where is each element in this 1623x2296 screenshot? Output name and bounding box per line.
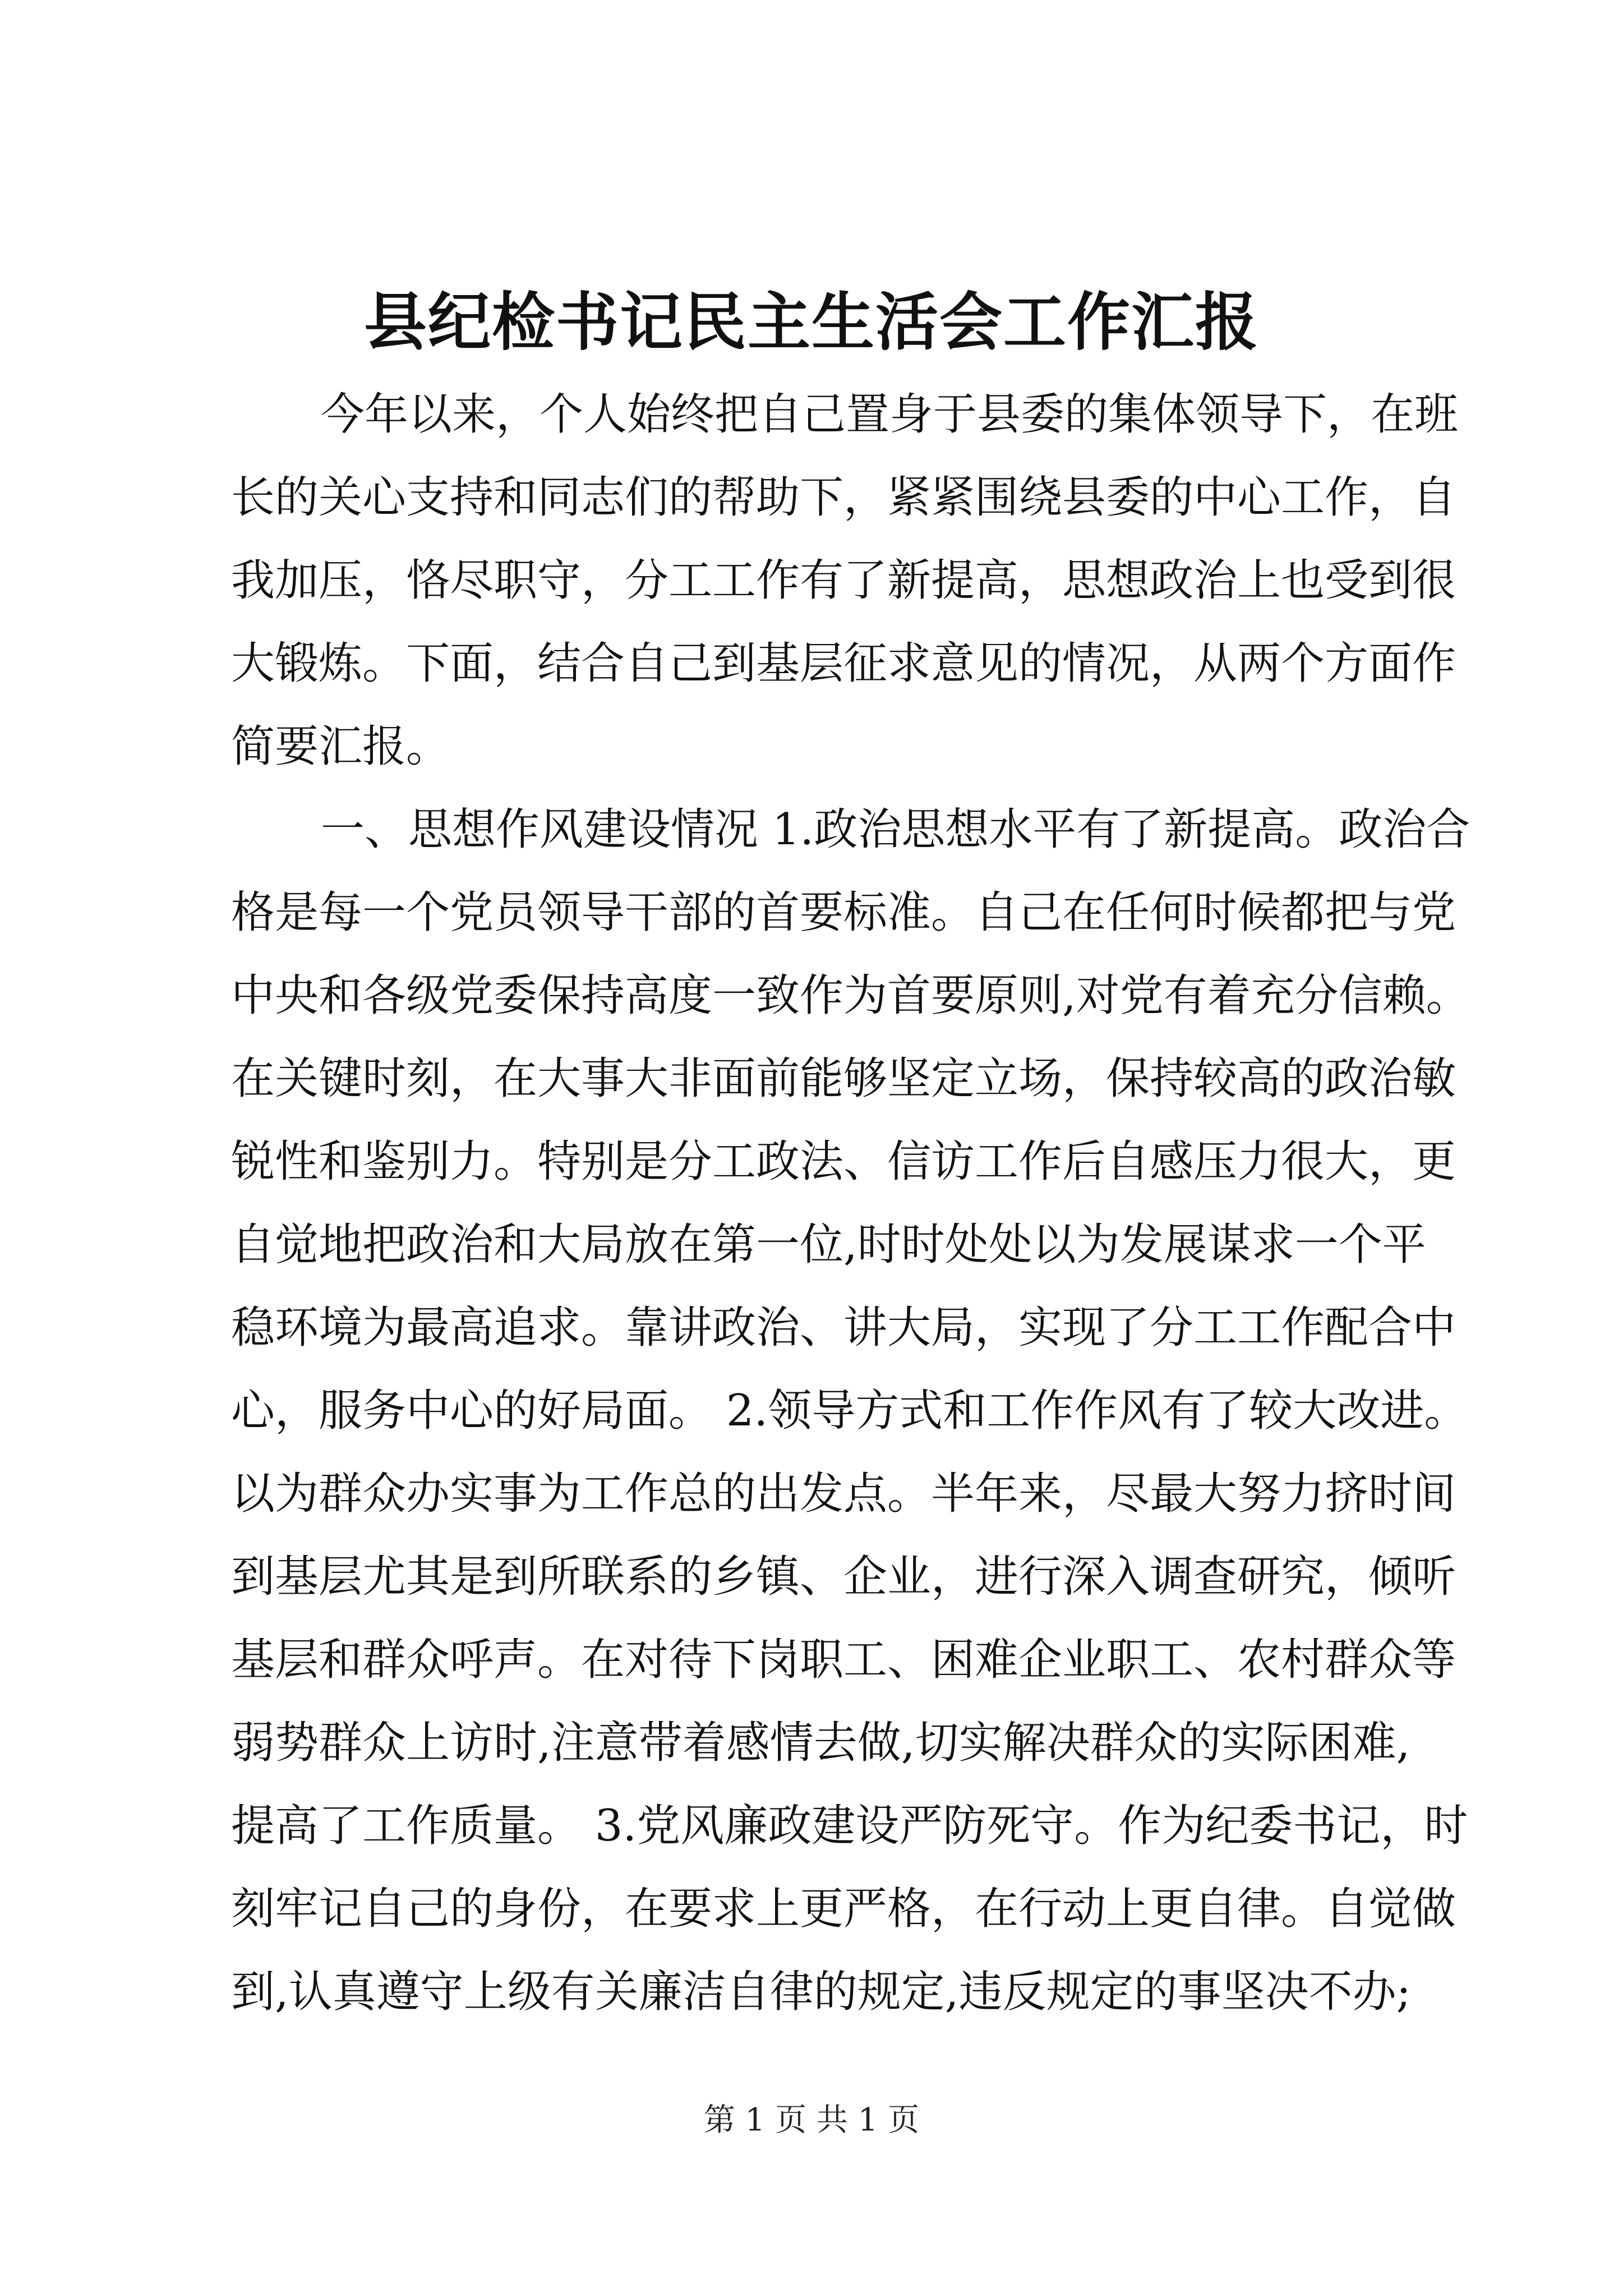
- paragraph-line: 弱势群众上访时,注意带着感情去做,切实解决群众的实际困难,: [231, 1718, 1410, 1768]
- paragraph-line: 长的关心支持和同志们的帮助下，紧紧围绕县委的中心工作，自: [231, 472, 1456, 523]
- paragraph-line: 我加压，恪尽职守，分工工作有了新提高，思想政治上也受到很: [231, 555, 1456, 606]
- paragraph-line: 格是每一个党员领导干部的首要标准。自己在任何时候都把与党: [231, 887, 1456, 938]
- paragraph-line: 稳环境为最高追求。靠讲政治、讲大局，实现了分工工作配合中: [231, 1303, 1456, 1353]
- document-title: 县纪检书记民主生活会工作汇报: [364, 286, 1259, 359]
- paragraph-line: 大锻炼。下面，结合自己到基层征求意见的情况，从两个方面作: [231, 638, 1456, 689]
- paragraph-line: 自觉地把政治和大局放在第一位,时时处处以为发展谋求一个平: [231, 1220, 1426, 1270]
- paragraph-line: 心，服务中心的好局面。 2.领导方式和工作作风有了较大改进。: [231, 1386, 1468, 1436]
- document-body: [231, 373, 1470, 2033]
- body-paragraph: [231, 373, 1459, 788]
- body-paragraph: [231, 788, 1470, 2033]
- paragraph-line: 今年以来，个人始终把自己置身于县委的集体领导下，在班: [321, 389, 1459, 440]
- page-footer: 第 1 页 共 1 页: [703, 2102, 920, 2138]
- paragraph-line: 中央和各级党委保持高度一致作为首要原则,对党有着充分信赖。: [231, 970, 1470, 1021]
- paragraph-line: 到基层尤其是到所联系的乡镇、企业，进行深入调查研究，倾听: [231, 1552, 1456, 1602]
- paragraph-line: 刻牢记自己的身份，在要求上更严格，在行动上更自律。自觉做: [231, 1884, 1456, 1934]
- paragraph-line: 到,认真遵守上级有关廉洁自律的规定,违反规定的事坚决不办;: [231, 1967, 1411, 2017]
- paragraph-line: 基层和群众呼声。在对待下岗职工、困难企业职工、农村群众等: [231, 1635, 1456, 1685]
- paragraph-line: 一、思想作风建设情况 1.政治思想水平有了新提高。政治合: [321, 804, 1470, 855]
- paragraph-line: 简要汇报。: [231, 721, 450, 772]
- paragraph-line: 锐性和鉴别力。特别是分工政法、信访工作后自感压力很大，更: [231, 1137, 1456, 1187]
- paragraph-line: 提高了工作质量。 3.党风廉政建设严防死守。作为纪委书记，时: [231, 1801, 1468, 1851]
- paragraph-line: 在关键时刻，在大事大非面前能够坚定立场，保持较高的政治敏: [231, 1053, 1456, 1104]
- paragraph-line: 以为群众办实事为工作总的出发点。半年来，尽最大努力挤时间: [231, 1469, 1456, 1519]
